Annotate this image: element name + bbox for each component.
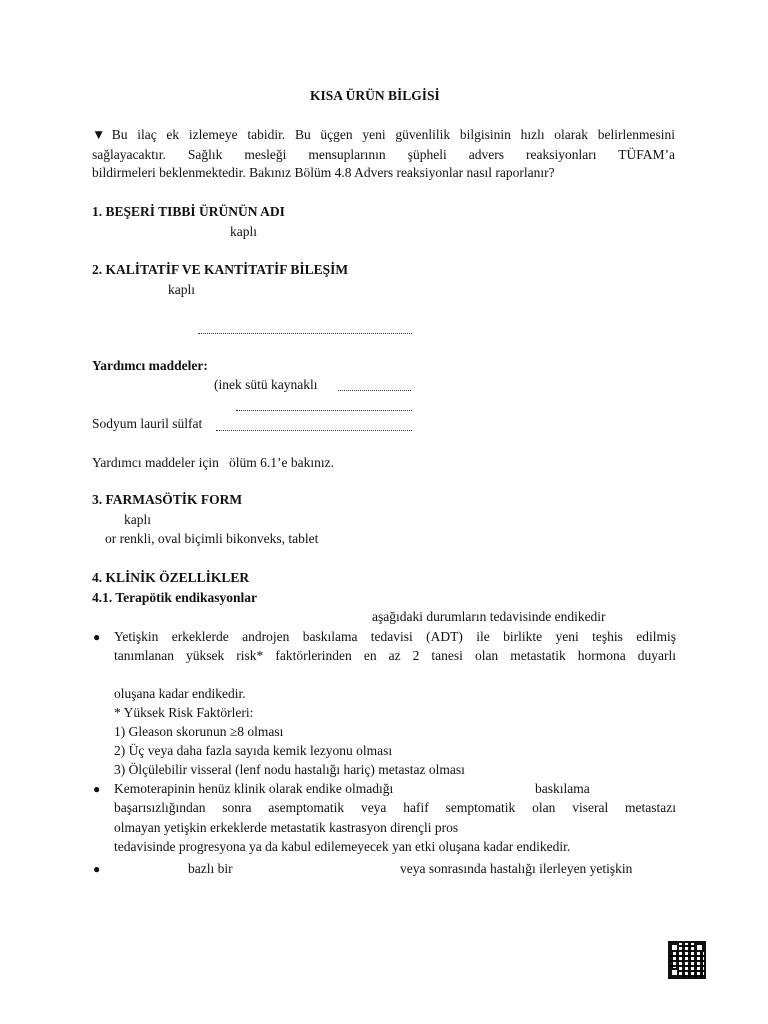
section-4-1-heading: 4.1. Terapötik endikasyonlar [92,590,258,605]
bullet-3-marker: ● [93,862,101,876]
section-1-heading: 1. BEŞERİ TIBBİ ÜRÜNÜN ADI [92,204,285,219]
section-4-heading: 4. KLİNİK ÖZELLİKLER [92,570,250,585]
blank-field-2 [338,380,411,391]
bullet-1-marker: ● [93,630,101,644]
blank-field-3 [236,400,412,411]
intro-line-1: ▼Bu ilaç ek izlemeye tabidir. Bu üçgen yeni güvenlilik bilgisinin hızlı olarak belirlenmesini [92,127,675,142]
indications-lead: aşağıdaki durumların tedavisinde endikedir [372,609,606,624]
bullet-2-marker: ● [93,782,101,796]
excipients-heading: Yardımcı maddeler: [92,358,208,373]
section-3-line-1: kaplı [124,512,151,527]
bullet-2-line-3: olmayan yetişkin erkeklerde metastatik kastrasyon dirençli pros [114,820,459,835]
intro-line-3: bildirmeleri beklenmektedir. Bakınız Bölüm 4.8 Advers reaksiyonlar nasıl raporlanır? [92,165,555,180]
excipients-note: Yardımcı maddeler için ölüm 6.1’e bakınız. [92,455,334,470]
excipient-1: (inek sütü kaynaklı [214,377,318,392]
bullet-2-line-2: başarısızlığından sonra asemptomatik veya hafif semptomatik olan viseral metastazı [114,800,676,815]
section-2-heading: 2. KALİTATİF VE KANTİTATİF BİLEŞİM [92,262,349,277]
section-3-line-2: or renkli, oval biçimli bikonveks, tablet [105,531,319,546]
bullet-2-line-4: tedavisinde progresyona ya da kabul edilemeyecek yan etki oluşana kadar endikedir. [114,839,571,854]
section-2-text: kaplı [168,282,195,297]
excipient-3: Sodyum lauril sülfat [92,416,203,431]
risk-factor-1: 1) Gleason skorunun ≥8 olması [114,724,284,739]
bullet-2-line-1b: baskılama [535,781,590,796]
blank-field-1 [198,323,412,334]
risk-factor-2: 2) Üç veya daha fazla sayıda kemik lezyonu olması [114,743,393,758]
intro-line-2: sağlayacaktır. Sağlık mesleği mensuplarının şüpheli advers reaksiyonları TÜFAM’a [92,147,675,162]
bullet-1-line-2: tanımlanan yüksek risk* faktörlerinden en az 2 tanesi olan metastatik hormona duyarlı [114,648,676,663]
bullet-3-part-a: bazlı bir [188,861,233,876]
bullet-1-line-3: oluşana kadar endikedir. [114,686,246,701]
section-3-heading: 3. FARMASÖTİK FORM [92,492,243,507]
risk-factors-title: * Yüksek Risk Faktörleri: [114,705,254,720]
section-1-text: kaplı [230,224,257,239]
qr-code [668,941,706,979]
bullet-1-line-1: Yetişkin erkeklerde androjen baskılama tedavisi (ADT) ile birlikte yeni teşhis edilmiş [114,629,676,644]
blank-field-4 [216,420,412,431]
bullet-2-line-1a: Kemoterapinin henüz klinik olarak endike olmadığı [114,781,394,796]
bullet-3-part-b: veya sonrasında hastalığı ilerleyen yetişkin [400,861,633,876]
page-title: KISA ÜRÜN BİLGİSİ [310,88,440,103]
risk-factor-3: 3) Ölçülebilir visseral (lenf nodu hastalığı hariç) metastaz olması [114,762,465,777]
